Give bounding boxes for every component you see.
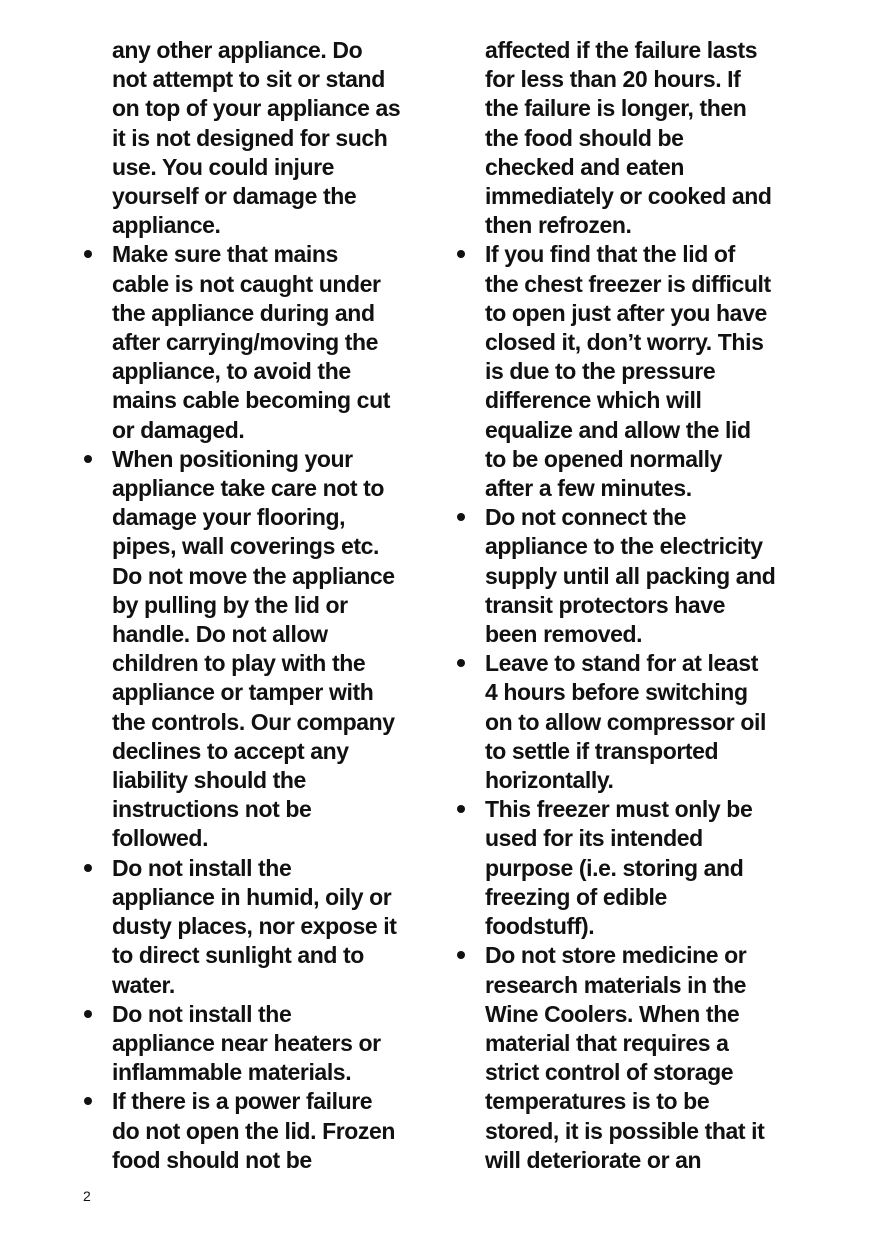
text-line: the appliance during and	[112, 299, 375, 326]
text-line: the chest freezer is difficult	[485, 270, 771, 297]
text-line: This freezer must only be	[485, 796, 753, 823]
text-line: If you find that the lid of	[485, 241, 735, 268]
text-line: instructions not be	[112, 796, 312, 823]
bullet-icon	[84, 250, 92, 258]
text-line: Do not store medicine or	[485, 942, 747, 969]
text-line: inflammable materials.	[112, 1059, 352, 1086]
text-line: appliance or tamper with	[112, 679, 374, 706]
text-line: pipes, wall coverings etc.	[112, 533, 379, 560]
text-line: do not open the lid. Frozen	[112, 1117, 396, 1144]
text-line: appliance near heaters or	[112, 1029, 381, 1056]
text-line: after a few minutes.	[485, 475, 692, 502]
text-line: If there is a power failure	[112, 1088, 373, 1115]
bullet-icon	[457, 951, 465, 959]
bullet-icon	[84, 1010, 92, 1018]
text-line: yourself or damage the	[112, 183, 357, 210]
text-line: appliance to the electricity	[485, 533, 763, 560]
text-line: Do not move the appliance	[112, 562, 395, 589]
text-line: damage your flooring,	[112, 504, 346, 531]
text-line: to settle if transported	[485, 737, 719, 764]
text-line: Wine Coolers. When the	[485, 1000, 740, 1027]
text-line: to be opened normally	[485, 445, 722, 472]
bullet-item-stand-4-hours	[485, 649, 805, 795]
text-line: closed it, don’t worry. This	[485, 329, 764, 356]
text-line: any other appliance. Do	[112, 37, 363, 63]
text-line: appliance in humid, oily or	[112, 883, 392, 910]
text-line: temperatures is to be	[485, 1088, 710, 1115]
text-line: material that requires a	[485, 1029, 729, 1056]
text-line: it is not designed for such	[112, 124, 388, 151]
text-line: cable is not caught under	[112, 270, 381, 297]
text-line: been removed.	[485, 621, 643, 648]
bullet-item-heaters	[112, 1000, 432, 1088]
bullet-item-packing	[485, 503, 805, 649]
text-line: not attempt to sit or stand	[112, 66, 385, 93]
text-line: by pulling by the lid or	[112, 591, 348, 618]
bullet-icon	[457, 250, 465, 258]
text-line: followed.	[112, 825, 209, 852]
text-line: supply until all packing and	[485, 562, 776, 589]
text-line: horizontally.	[485, 767, 614, 794]
text-line: Do not install the	[112, 854, 292, 881]
bullet-icon	[457, 805, 465, 813]
text-line: purpose (i.e. storing and	[485, 854, 744, 881]
text-line: on to allow compressor oil	[485, 708, 766, 735]
text-line: is due to the pressure	[485, 358, 716, 385]
text-line: 4 hours before switching	[485, 679, 748, 706]
text-line: dusty places, nor expose it	[112, 913, 397, 940]
text-line: appliance, to avoid the	[112, 358, 351, 385]
text-line: foodstuff).	[485, 913, 595, 940]
text-line: equalize and allow the lid	[485, 416, 751, 443]
bullet-icon	[84, 1097, 92, 1105]
text-line: appliance.	[112, 212, 221, 239]
text-line: handle. Do not allow	[112, 621, 328, 648]
bullet-item-lid-pressure	[485, 240, 805, 503]
bullet-item-medicine	[485, 941, 805, 1175]
text-line: research materials in the	[485, 971, 747, 998]
bullet-icon	[84, 455, 92, 463]
bullet-item-positioning	[112, 445, 432, 854]
bullet-item-intended-purpose	[485, 795, 805, 941]
bullet-item-humid-places	[112, 854, 432, 1000]
left-column	[112, 36, 432, 1175]
text-line: When positioning your	[112, 445, 353, 472]
text-line: then refrozen.	[485, 212, 632, 239]
text-line: water.	[112, 971, 175, 998]
text-line: difference which will	[485, 387, 702, 414]
left-continuation-paragraph	[112, 36, 432, 240]
bullet-item-mains-cable	[112, 240, 432, 444]
text-line: on top of your appliance as	[112, 95, 401, 122]
text-line: used for its intended	[485, 825, 703, 852]
text-line: immediately or cooked and	[485, 183, 772, 210]
text-line: Leave to stand for at least	[485, 650, 758, 677]
text-line: the failure is longer, then	[485, 95, 747, 122]
text-line: checked and eaten	[485, 153, 685, 180]
text-line: for less than 20 hours. If	[485, 66, 741, 93]
text-line: after carrying/moving the	[112, 329, 379, 356]
right-continuation-paragraph	[485, 36, 805, 240]
text-line: to open just after you have	[485, 299, 767, 326]
text-line: children to play with the	[112, 650, 366, 677]
text-line: mains cable becoming cut	[112, 387, 390, 414]
text-line: to direct sunlight and to	[112, 942, 364, 969]
text-line: will deteriorate or an	[485, 1146, 702, 1173]
bullet-icon	[457, 513, 465, 521]
bullet-icon	[457, 659, 465, 667]
text-line: food should not be	[112, 1146, 312, 1173]
page-number: 2	[83, 1188, 91, 1204]
text-line: strict control of storage	[485, 1059, 734, 1086]
text-line: the food should be	[485, 124, 684, 151]
bullet-item-power-failure	[112, 1087, 432, 1175]
text-line: declines to accept any	[112, 737, 349, 764]
text-line: appliance take care not to	[112, 475, 385, 502]
text-line: or damaged.	[112, 416, 245, 443]
text-line: freezing of edible	[485, 883, 667, 910]
text-line: affected if the failure lasts	[485, 37, 758, 63]
text-line: use. You could injure	[112, 153, 335, 180]
text-line: liability should the	[112, 767, 306, 794]
text-line: stored, it is possible that it	[485, 1117, 765, 1144]
bullet-icon	[84, 864, 92, 872]
text-line: Do not install the	[112, 1000, 292, 1027]
text-line: transit protectors have	[485, 591, 726, 618]
text-line: the controls. Our company	[112, 708, 395, 735]
text-line: Make sure that mains	[112, 241, 338, 268]
right-column	[485, 36, 805, 1175]
text-line: Do not connect the	[485, 504, 687, 531]
